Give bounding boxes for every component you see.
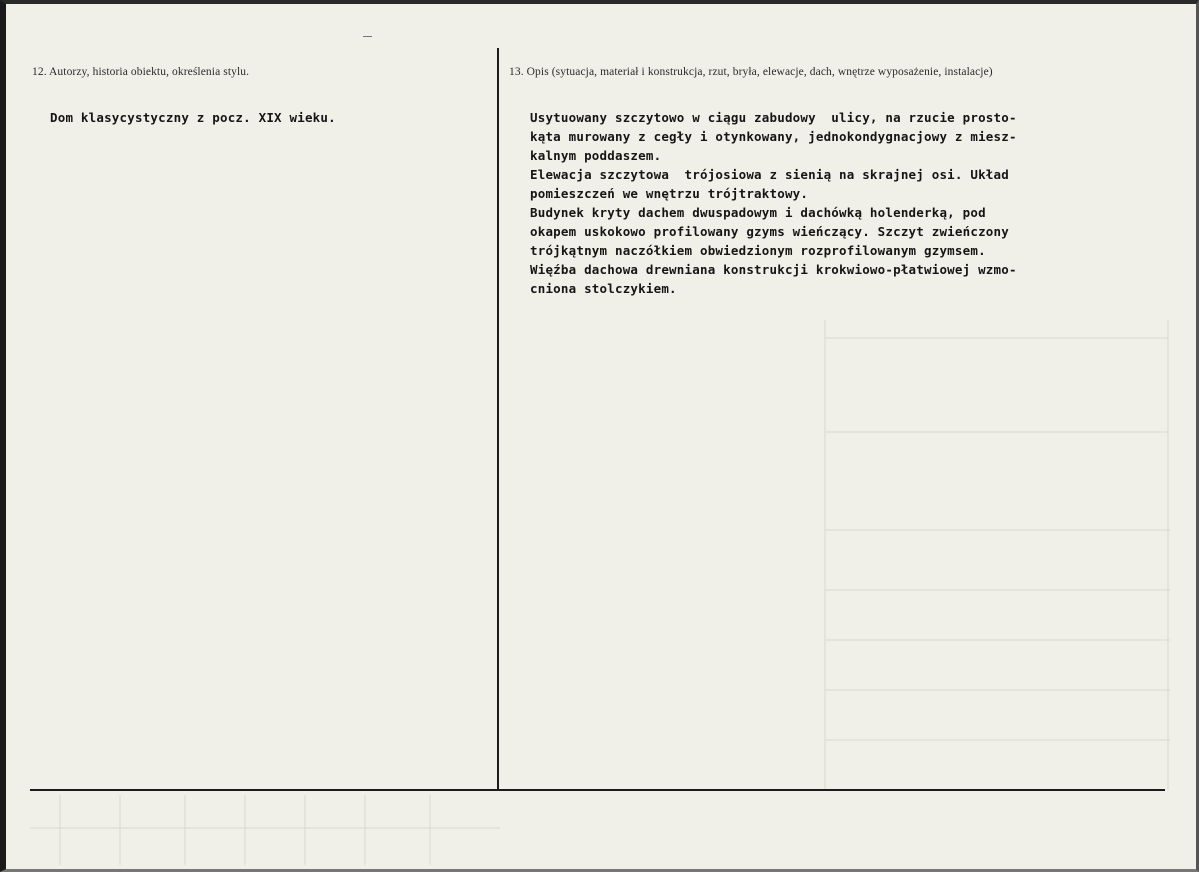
description-line: Usytuowany szczytowo w ciągu zabudowy ulicy, na rzucie prosto- (530, 110, 1017, 125)
description-line: kąta murowany z cegły i otynkowany, jednokondygnacjowy z miesz- (530, 129, 1017, 144)
vertical-divider (497, 48, 499, 790)
description-line: kalnym poddaszem. (530, 148, 662, 163)
field-13-description (530, 108, 1017, 298)
description-line: cniona stolczykiem. (530, 281, 677, 296)
horizontal-divider (30, 789, 1165, 791)
ink-mark (363, 36, 372, 37)
description-line: okapem uskokowo profilowany gzyms wieńczący. Szczyt zwieńczony (530, 224, 1009, 239)
description-line: Elewacja szczytowa trójosiowa z sienią na skrajnej osi. Układ (530, 167, 1009, 182)
field-12-value: Dom klasycystyczny z pocz. XIX wieku. (50, 110, 336, 125)
description-line: trójkątnym naczółkiem obwiedzionym rozprofilowanym gzymsem. (530, 243, 986, 258)
description-line: Więźba dachowa drewniana konstrukcji krokwiowo-płatwiowej wzmo- (530, 262, 1017, 277)
description-line: Budynek kryty dachem dwuspadowym i dachówką holenderką, pod (530, 205, 986, 220)
description-line: pomieszczeń we wnętrzu trójtraktowy. (530, 186, 809, 201)
field-13-label: 13. Opis (sytuacja, materiał i konstrukcja, rzut, bryła, elewacje, dach, wnętrze wyposażenie, instalacje) (509, 66, 993, 78)
field-12-label: 12. Autorzy, historia obiektu, określenia stylu. (32, 66, 250, 78)
